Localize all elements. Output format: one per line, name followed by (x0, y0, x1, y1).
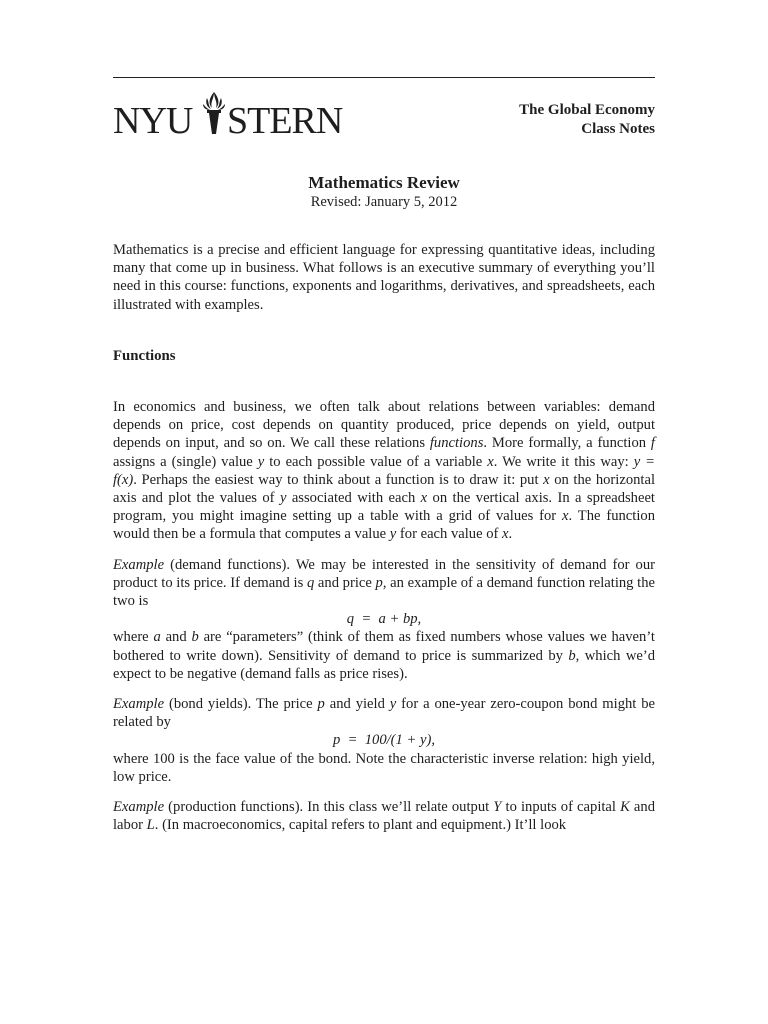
revised-date: Revised: January 5, 2012 (310, 194, 458, 210)
course-header (519, 101, 655, 139)
course-name: The Global Economy (519, 102, 655, 118)
example-label: Example (113, 556, 165, 573)
example-demand-continued: where a and b are “parameters” (think of them as fixed numbers whose values we haven’t bothered to write down). Sensitivity of demand to price is summarized by b, which we’d expect to be negative (demand falls as price rises). (113, 629, 655, 682)
example-bond-continued: where 100 is the face value of the bond. Note the characteristic inverse relation: high yield, low price. (113, 750, 655, 785)
example-production-paragraph: Example (production functions). In this class we’ll relate output Y to inputs of capital K and labor L. (In macroeconomics, capital refers to plant and equipment.) It’ll look (113, 799, 655, 834)
example-bond-paragraph: Example (bond yields). The price p and yield y for a one-year zero-coupon bond might be related by (113, 696, 656, 731)
svg-text:NYU: NYU (113, 100, 193, 140)
example-demand-paragraph: Example (demand functions). We may be interested in the sensitivity of demand for our product to its price. If demand is q and price p, an example of a demand function relating the two is (113, 556, 655, 610)
header-rule (113, 77, 655, 78)
example-label: Example (113, 799, 165, 816)
example-label: Example (113, 696, 165, 713)
section-heading-functions: Functions (113, 347, 176, 364)
document-title: Mathematics Review (308, 173, 460, 192)
intro-paragraph: Mathematics is a precise and efficient language for expressing quantitative ideas, including many that come up in business. What follows is an executive summary of everything you’ll need in this course: functions, exponents and logarithms, derivatives, and spreadsheets, each illustrated with examples. (113, 242, 655, 313)
document-body (113, 241, 655, 834)
functions-paragraph: In economics and business, we often talk about relations between variables: demand depends on price, cost depends on quantity produced, price depends on yield, output depends on input, and so on. We call these relations functions. More formally, a function f assigns a (single) value y to each possible value of a variable x. We write it this way: y = f(x). Perhaps the easiest way to think about a function is to draw it: put x on the horizontal axis and plot the values of y associated with each x on the vertical axis. In a spreadsheet program, you might imagine setting up a table with a grid of values for x. The function would then be a formula that computes a value y for each value of x. (113, 399, 655, 543)
nyu-stern-logo (113, 90, 343, 140)
torch-icon (203, 92, 225, 134)
svg-text:STERN: STERN (227, 100, 343, 140)
equation-bond: p = 100/(1 + y), (333, 732, 435, 749)
equation-demand: q = a + bp, (346, 611, 422, 628)
notes-label: Class Notes (581, 121, 655, 137)
